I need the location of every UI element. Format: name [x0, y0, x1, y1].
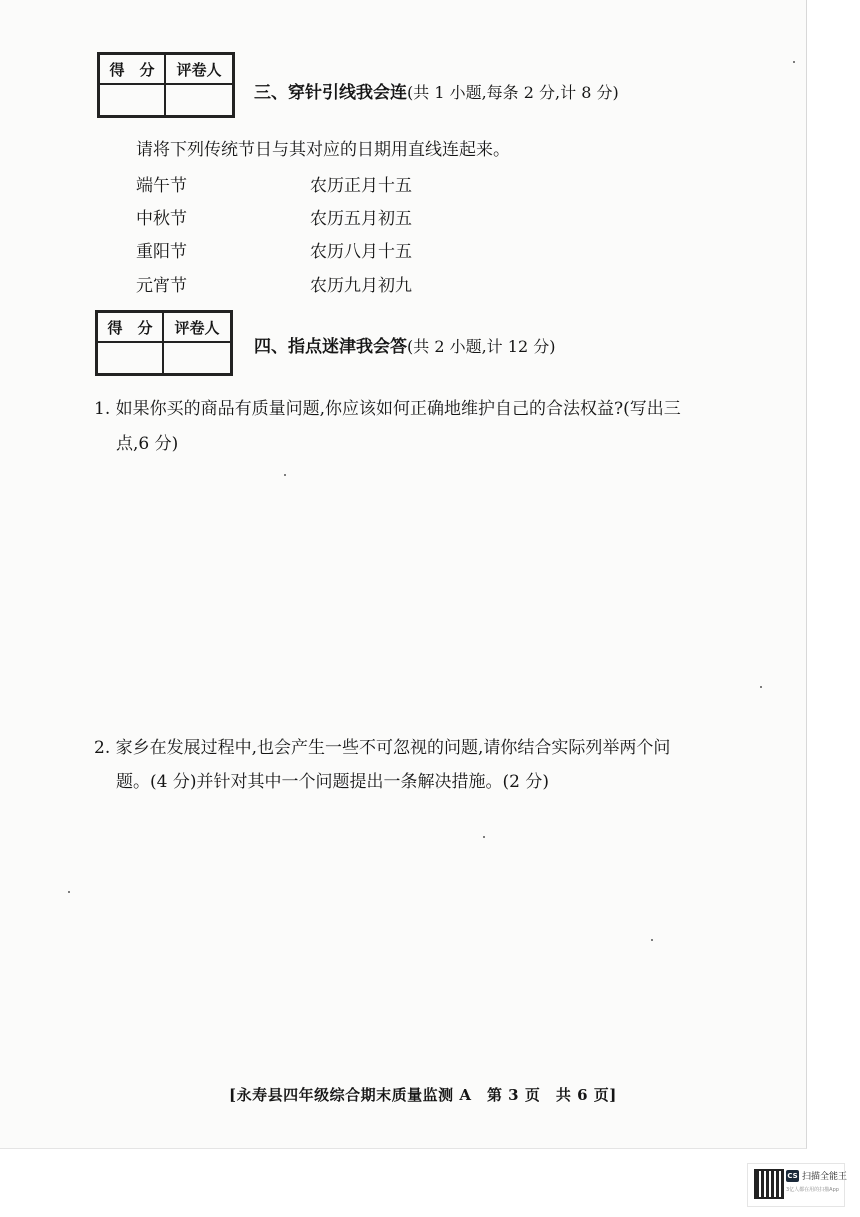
question2-line2: 题。(4 分)并针对其中一个问题提出一条解决措施。(2 分)	[116, 772, 549, 792]
cs-logo-icon: CS	[787, 1172, 798, 1180]
section3-title: 三、穿针引线我会连	[254, 83, 407, 103]
question1-line2: 点,6 分)	[116, 434, 179, 454]
scan-speck	[793, 61, 795, 63]
section3-instruction: 请将下列传统节日与其对应的日期用直线连起来。	[136, 140, 510, 160]
scan-speck	[483, 836, 485, 838]
score-cell	[99, 84, 165, 116]
grader-label: 评卷人	[163, 312, 231, 342]
scan-speck	[284, 474, 286, 476]
date-item: 农历八月十五	[310, 242, 412, 262]
festival-item: 中秋节	[136, 209, 187, 229]
scanner-watermark	[747, 1163, 848, 1207]
section4-note: (共 2 小题,计 12 分)	[407, 337, 556, 356]
scan-speck	[651, 939, 653, 941]
date-item: 农历正月十五	[310, 176, 412, 196]
grader-label: 评卷人	[165, 54, 233, 84]
score-cell	[97, 342, 163, 374]
score-box-section4	[95, 310, 233, 376]
question2-line1: 2. 家乡在发展过程中,也会产生一些不可忽视的问题,请你结合实际列举两个问	[94, 738, 671, 758]
question1-line1: 1. 如果你买的商品有质量问题,你应该如何正确地维护自己的合法权益?(写出三	[94, 399, 681, 419]
grader-cell	[163, 342, 231, 374]
score-label: 得 分	[99, 54, 165, 84]
date-item: 农历九月初九	[310, 276, 412, 296]
section4-title: 四、指点迷津我会答	[254, 337, 407, 357]
scanner-app-tagline: 3亿人都在用的扫描App	[786, 1187, 839, 1193]
page-footer: [永寿县四年级综合期末质量监测 A 第 3 页 共 6 页]	[229, 1086, 617, 1104]
section3-heading	[254, 78, 619, 103]
date-item: 农历五月初五	[310, 209, 412, 229]
qr-code-icon	[754, 1169, 784, 1199]
score-label: 得 分	[97, 312, 163, 342]
scan-speck	[760, 686, 762, 688]
grader-cell	[165, 84, 233, 116]
section4-heading	[254, 332, 555, 357]
scan-speck	[68, 891, 70, 893]
score-box-section3	[97, 52, 235, 118]
festival-item: 端午节	[136, 176, 187, 196]
festival-item: 元宵节	[136, 276, 187, 296]
festival-item: 重阳节	[136, 242, 187, 262]
section3-note: (共 1 小题,每条 2 分,计 8 分)	[407, 83, 619, 102]
scanner-app-name: 扫描全能王	[802, 1172, 848, 1182]
